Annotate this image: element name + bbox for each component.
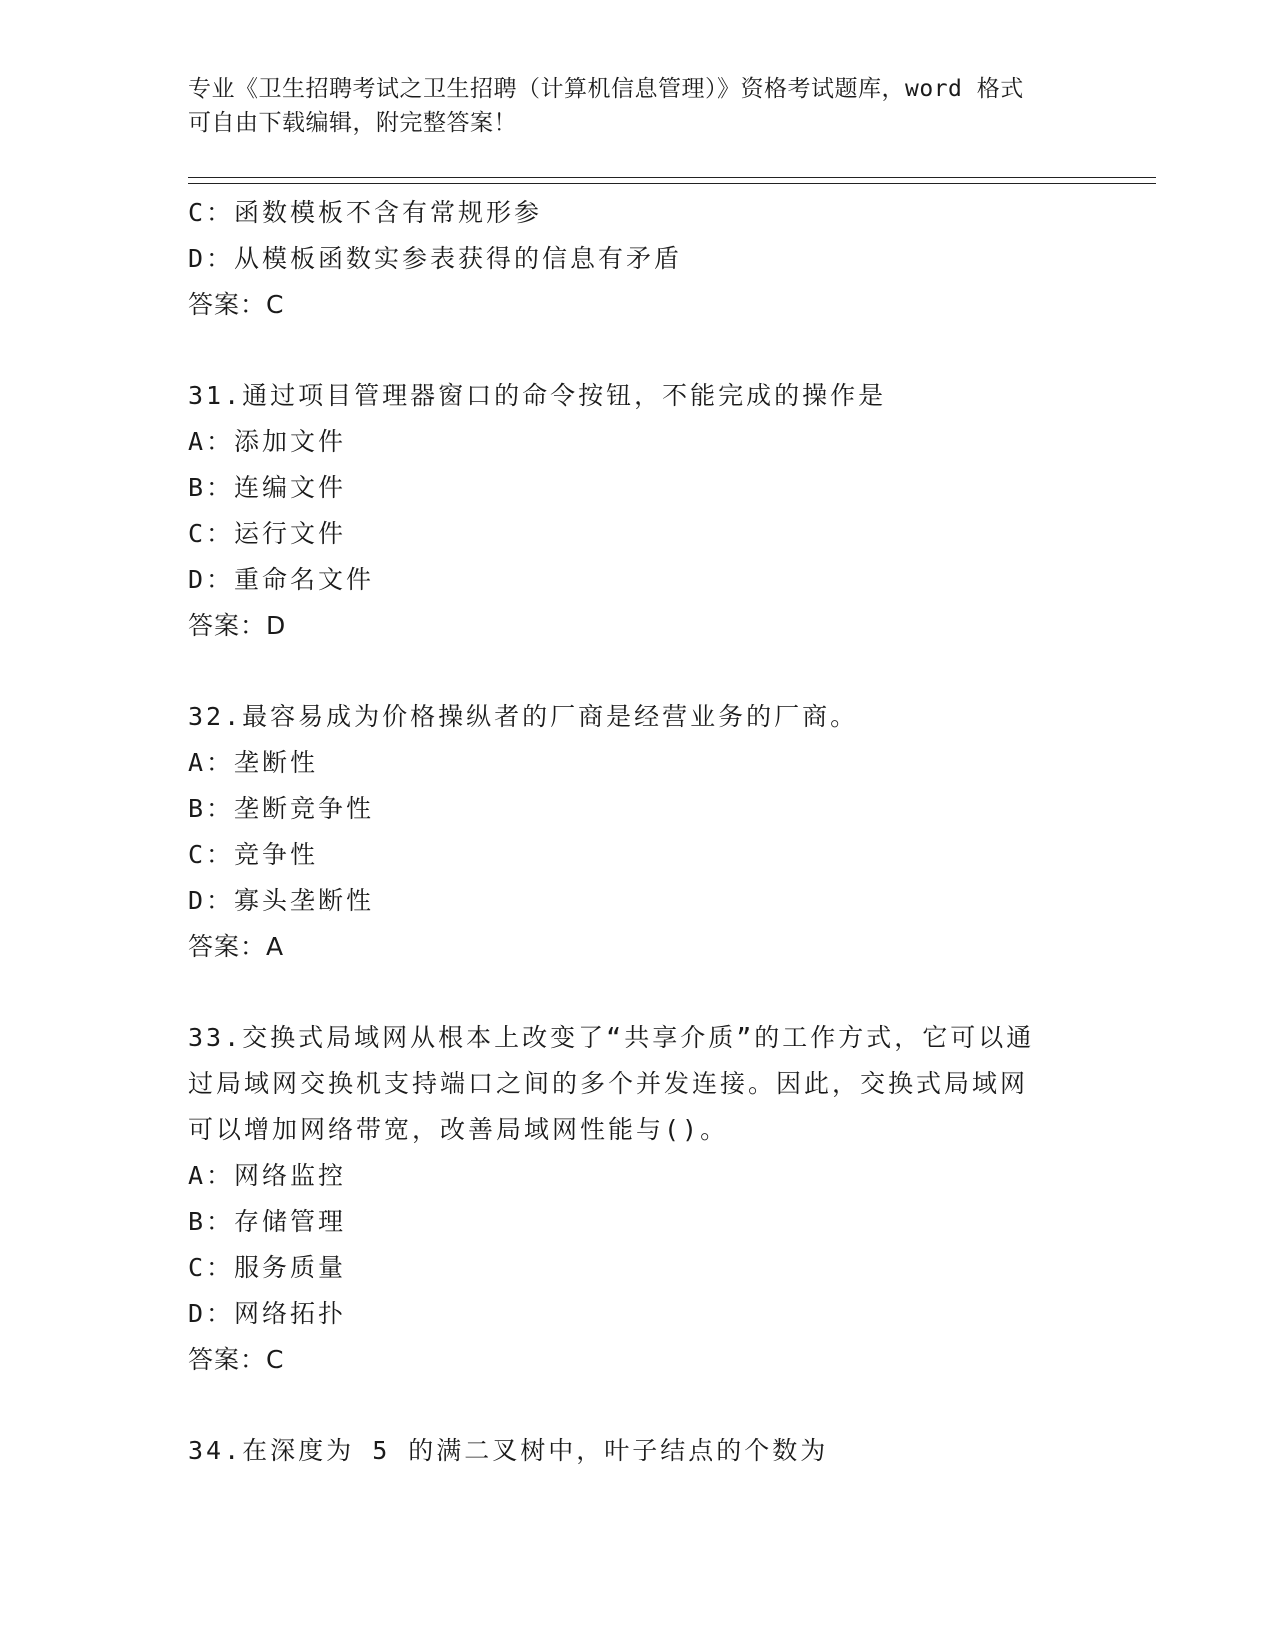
header-divider-bottom	[188, 183, 1156, 184]
option-a: A：添加文件	[188, 427, 347, 456]
option-a: A：网络监控	[188, 1161, 347, 1190]
option-d: D：从模板函数实参表获得的信息有矛盾	[188, 244, 683, 273]
question-block-prev	[188, 190, 1088, 328]
header-line-2: 可自由下载编辑，附完整答案！	[188, 110, 517, 136]
answer-text: 答案：C	[188, 1345, 285, 1374]
spacer	[188, 1383, 1088, 1428]
document-header	[188, 72, 1088, 140]
spacer	[188, 970, 1088, 1015]
option-b: B：连编文件	[188, 473, 347, 502]
question-text-line-1: 33.交换式局域网从根本上改变了“共享介质”的工作方式，它可以通	[188, 1023, 1035, 1052]
option-c: C：运行文件	[188, 519, 347, 548]
question-text: 34.在深度为 5 的满二叉树中，叶子结点的个数为	[188, 1436, 829, 1465]
option-d: D：重命名文件	[188, 565, 375, 594]
spacer	[188, 328, 1088, 373]
option-c: C：函数模板不含有常规形参	[188, 198, 543, 227]
option-d: D：网络拓扑	[188, 1299, 347, 1328]
option-c: C：竞争性	[188, 840, 319, 869]
question-text-line-3: 可以增加网络带宽，改善局域网性能与()。	[188, 1115, 729, 1144]
question-block-32	[188, 694, 1088, 970]
question-block-34	[188, 1428, 1088, 1474]
answer-text: 答案：D	[188, 611, 287, 640]
header-line-1: 专业《卫生招聘考试之卫生招聘（计算机信息管理）》资格考试题库，word 格式	[188, 76, 1024, 102]
option-c: C：服务质量	[188, 1253, 347, 1282]
option-b: B：存储管理	[188, 1207, 347, 1236]
question-block-31	[188, 373, 1088, 649]
question-text: 31.通过项目管理器窗口的命令按钮，不能完成的操作是	[188, 381, 887, 410]
spacer	[188, 649, 1088, 694]
answer-text: 答案：A	[188, 932, 285, 961]
question-text: 32.最容易成为价格操纵者的厂商是经营业务的厂商。	[188, 702, 859, 731]
answer-text: 答案：C	[188, 290, 285, 319]
question-text-line-2: 过局域网交换机支持端口之间的多个并发连接。因此，交换式局域网	[188, 1069, 1029, 1098]
header-divider-top	[188, 177, 1156, 178]
question-block-33	[188, 1015, 1088, 1383]
option-b: B：垄断竞争性	[188, 794, 375, 823]
option-a: A：垄断性	[188, 748, 319, 777]
option-d: D：寡头垄断性	[188, 886, 375, 915]
question-list	[188, 190, 1088, 1474]
